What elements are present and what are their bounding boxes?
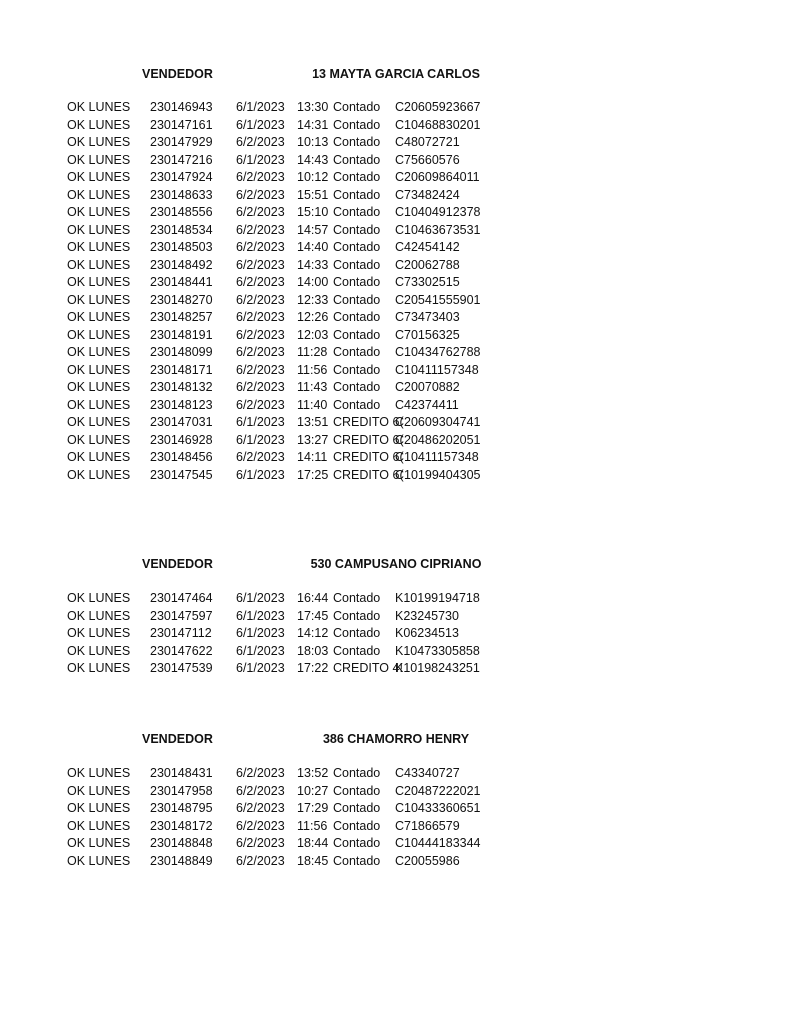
time-cell: 10:27: [297, 783, 329, 798]
time-cell: 14:31: [297, 117, 329, 132]
client-code-cell: C10444183344: [395, 836, 481, 850]
document-number-cell: 230148556: [150, 205, 213, 219]
client-code-cell: C10404912378: [395, 205, 481, 219]
time-cell: 17:25: [297, 467, 329, 482]
document-number-cell: 230147924: [150, 170, 213, 184]
status-cell: OK LUNES: [67, 836, 131, 850]
client-code-cell: K10198243251: [395, 661, 480, 675]
vendedor-label: VENDEDOR: [142, 557, 213, 571]
status-cell: OK LUNES: [67, 327, 131, 342]
payment-type-cell: Contado: [333, 345, 381, 359]
table-row: [0, 397, 768, 415]
table-row: [0, 765, 768, 783]
date-cell: 6/2/2023: [236, 801, 285, 815]
date-cell: 6/2/2023: [236, 187, 285, 202]
table-row: [0, 449, 768, 467]
table-row: [0, 467, 768, 485]
table-row: [0, 362, 768, 380]
status-cell: OK LUNES: [67, 345, 131, 359]
date-cell: 6/2/2023: [236, 853, 285, 868]
document-number-cell: 230147464: [150, 591, 213, 605]
date-cell: 6/1/2023: [236, 152, 285, 167]
payment-type-cell: CREDITO 6(: [333, 467, 404, 482]
date-cell: 6/1/2023: [236, 608, 285, 623]
payment-type-cell: Contado: [333, 135, 381, 149]
time-cell: 12:03: [297, 327, 329, 342]
payment-type-cell: Contado: [333, 292, 381, 307]
document-number-cell: 230148191: [150, 327, 213, 342]
table-row: [0, 835, 768, 853]
table-row: [0, 853, 768, 871]
document-number-cell: 230148431: [150, 766, 213, 780]
status-cell: OK LUNES: [67, 626, 131, 640]
status-cell: OK LUNES: [67, 362, 131, 377]
client-code-cell: C10434762788: [395, 345, 481, 359]
date-cell: 6/1/2023: [236, 626, 285, 640]
table-row: [0, 414, 768, 432]
document-number-cell: 230148132: [150, 380, 213, 394]
table-row: [0, 818, 768, 836]
sales-table: [0, 590, 768, 678]
document-number-cell: 230148534: [150, 222, 213, 237]
client-code-cell: C10468830201: [395, 117, 481, 132]
payment-type-cell: Contado: [333, 591, 381, 605]
payment-type-cell: Contado: [333, 836, 381, 850]
date-cell: 6/2/2023: [236, 766, 285, 780]
payment-type-cell: Contado: [333, 608, 381, 623]
date-cell: 6/1/2023: [236, 117, 285, 132]
table-row: [0, 204, 768, 222]
time-cell: 15:10: [297, 205, 329, 219]
payment-type-cell: Contado: [333, 152, 381, 167]
date-cell: 6/2/2023: [236, 327, 285, 342]
client-code-cell: C10411157348: [395, 450, 479, 464]
time-cell: 14:00: [297, 275, 329, 289]
table-row: [0, 660, 768, 678]
status-cell: OK LUNES: [67, 643, 131, 658]
client-code-cell: K23245730: [395, 608, 459, 623]
date-cell: 6/1/2023: [236, 661, 285, 675]
time-cell: 12:26: [297, 310, 329, 324]
client-code-cell: C20609864011: [395, 170, 480, 184]
document-number-cell: 230148441: [150, 275, 213, 289]
table-row: [0, 344, 768, 362]
payment-type-cell: Contado: [333, 626, 381, 640]
table-row: [0, 187, 768, 205]
document-number-cell: 230147958: [150, 783, 213, 798]
client-code-cell: C71866579: [395, 818, 460, 833]
table-row: [0, 309, 768, 327]
date-cell: 6/2/2023: [236, 818, 285, 833]
payment-type-cell: Contado: [333, 310, 381, 324]
time-cell: 14:43: [297, 152, 329, 167]
table-row: [0, 274, 768, 292]
status-cell: OK LUNES: [67, 467, 131, 482]
document-number-cell: 230147622: [150, 643, 213, 658]
table-row: [0, 327, 768, 345]
client-code-cell: C20487222021: [395, 783, 481, 798]
client-code-cell: C42454142: [395, 240, 460, 254]
payment-type-cell: Contado: [333, 783, 381, 798]
time-cell: 10:12: [297, 170, 329, 184]
payment-type-cell: CREDITO 6(: [333, 432, 404, 447]
table-row: [0, 800, 768, 818]
date-cell: 6/2/2023: [236, 450, 285, 464]
document-number-cell: 230147597: [150, 608, 213, 623]
vendedor-label: VENDEDOR: [142, 732, 213, 746]
time-cell: 18:03: [297, 643, 329, 658]
payment-type-cell: Contado: [333, 853, 381, 868]
client-code-cell: K06234513: [395, 626, 459, 640]
payment-type-cell: Contado: [333, 240, 381, 254]
status-cell: OK LUNES: [67, 292, 131, 307]
date-cell: 6/2/2023: [236, 170, 285, 184]
payment-type-cell: Contado: [333, 362, 381, 377]
date-cell: 6/2/2023: [236, 240, 285, 254]
payment-type-cell: Contado: [333, 275, 381, 289]
payment-type-cell: CREDITO 6(: [333, 450, 404, 464]
table-row: [0, 99, 768, 117]
date-cell: 6/1/2023: [236, 467, 285, 482]
client-code-cell: C43340727: [395, 766, 460, 780]
status-cell: OK LUNES: [67, 608, 131, 623]
payment-type-cell: Contado: [333, 397, 381, 412]
payment-type-cell: Contado: [333, 380, 381, 394]
payment-type-cell: Contado: [333, 222, 381, 237]
payment-type-cell: Contado: [333, 170, 381, 184]
table-row: [0, 379, 768, 397]
table-row: [0, 257, 768, 275]
status-cell: OK LUNES: [67, 853, 131, 868]
document-number-cell: 230147929: [150, 135, 213, 149]
date-cell: 6/2/2023: [236, 205, 285, 219]
document-number-cell: 230147216: [150, 152, 213, 167]
document-number-cell: 230148257: [150, 310, 213, 324]
status-cell: OK LUNES: [67, 783, 131, 798]
date-cell: 6/2/2023: [236, 345, 285, 359]
time-cell: 15:51: [297, 187, 329, 202]
status-cell: OK LUNES: [67, 801, 131, 815]
status-cell: OK LUNES: [67, 240, 131, 254]
time-cell: 12:33: [297, 292, 329, 307]
date-cell: 6/1/2023: [236, 591, 285, 605]
client-code-cell: C20070882: [395, 380, 460, 394]
payment-type-cell: Contado: [333, 100, 381, 114]
client-code-cell: C20609304741: [395, 415, 481, 429]
status-cell: OK LUNES: [67, 661, 131, 675]
client-code-cell: C73473403: [395, 310, 460, 324]
document-number-cell: 230148849: [150, 853, 213, 868]
time-cell: 11:56: [297, 362, 328, 377]
time-cell: 11:28: [297, 345, 328, 359]
time-cell: 17:29: [297, 801, 329, 815]
time-cell: 16:44: [297, 591, 329, 605]
document-number-cell: 230148123: [150, 397, 213, 412]
document-number-cell: 230148492: [150, 257, 213, 272]
status-cell: OK LUNES: [67, 432, 131, 447]
client-code-cell: C75660576: [395, 152, 460, 167]
payment-type-cell: Contado: [333, 818, 381, 833]
status-cell: OK LUNES: [67, 100, 131, 114]
date-cell: 6/2/2023: [236, 310, 285, 324]
document-number-cell: 230147112: [150, 626, 212, 640]
payment-type-cell: Contado: [333, 117, 381, 132]
seller-name: 386 CHAMORRO HENRY: [322, 732, 470, 746]
date-cell: 6/1/2023: [236, 643, 285, 658]
status-cell: OK LUNES: [67, 450, 131, 464]
document-number-cell: 230147539: [150, 661, 213, 675]
document-number-cell: 230148795: [150, 801, 213, 815]
client-code-cell: C20541555901: [395, 292, 481, 307]
date-cell: 6/2/2023: [236, 380, 285, 394]
document-number-cell: 230147031: [150, 415, 213, 429]
document-number-cell: 230148503: [150, 240, 213, 254]
status-cell: OK LUNES: [67, 310, 131, 324]
time-cell: 11:56: [297, 818, 328, 833]
client-code-cell: C20605923667: [395, 100, 481, 114]
document-number-cell: 230148172: [150, 818, 213, 833]
document-number-cell: 230148456: [150, 450, 213, 464]
date-cell: 6/1/2023: [236, 432, 285, 447]
client-code-cell: C10199404305: [395, 467, 481, 482]
document-number-cell: 230148270: [150, 292, 213, 307]
payment-type-cell: Contado: [333, 187, 381, 202]
date-cell: 6/2/2023: [236, 292, 285, 307]
time-cell: 13:30: [297, 100, 329, 114]
status-cell: OK LUNES: [67, 117, 131, 132]
status-cell: OK LUNES: [67, 187, 131, 202]
client-code-cell: C73482424: [395, 187, 460, 202]
sales-table: [0, 99, 768, 484]
document-number-cell: 230146928: [150, 432, 213, 447]
status-cell: OK LUNES: [67, 397, 131, 412]
date-cell: 6/2/2023: [236, 222, 285, 237]
time-cell: 14:11: [297, 450, 328, 464]
status-cell: OK LUNES: [67, 135, 131, 149]
payment-type-cell: Contado: [333, 766, 381, 780]
table-row: [0, 222, 768, 240]
status-cell: OK LUNES: [67, 152, 131, 167]
time-cell: 14:12: [297, 626, 329, 640]
seller-name: 13 MAYTA GARCIA CARLOS: [312, 67, 480, 81]
payment-type-cell: CREDITO 4!: [333, 661, 403, 675]
time-cell: 13:51: [297, 415, 329, 429]
status-cell: OK LUNES: [67, 222, 131, 237]
document-number-cell: 230147545: [150, 467, 213, 482]
status-cell: OK LUNES: [67, 766, 131, 780]
status-cell: OK LUNES: [67, 205, 131, 219]
time-cell: 17:45: [297, 608, 329, 623]
date-cell: 6/1/2023: [236, 415, 285, 429]
client-code-cell: C20055986: [395, 853, 460, 868]
document-number-cell: 230148633: [150, 187, 213, 202]
date-cell: 6/2/2023: [236, 135, 285, 149]
time-cell: 13:52: [297, 766, 329, 780]
document-number-cell: 230148099: [150, 345, 213, 359]
time-cell: 14:57: [297, 222, 329, 237]
client-code-cell: C20486202051: [395, 432, 481, 447]
time-cell: 18:45: [297, 853, 329, 868]
vendedor-label: VENDEDOR: [142, 67, 213, 81]
time-cell: 18:44: [297, 836, 329, 850]
table-row: [0, 643, 768, 661]
table-row: [0, 152, 768, 170]
table-row: [0, 590, 768, 608]
status-cell: OK LUNES: [67, 380, 131, 394]
time-cell: 14:33: [297, 257, 329, 272]
payment-type-cell: Contado: [333, 205, 381, 219]
table-row: [0, 432, 768, 450]
client-code-cell: C10463673531: [395, 222, 481, 237]
document-number-cell: 230148848: [150, 836, 213, 850]
client-code-cell: C20062788: [395, 257, 460, 272]
date-cell: 6/2/2023: [236, 275, 285, 289]
client-code-cell: C73302515: [395, 275, 460, 289]
table-row: [0, 134, 768, 152]
status-cell: OK LUNES: [67, 275, 131, 289]
seller-name: 530 CAMPUSANO CIPRIANO: [310, 557, 482, 571]
client-code-cell: C10433360651: [395, 801, 481, 815]
payment-type-cell: Contado: [333, 801, 381, 815]
status-cell: OK LUNES: [67, 257, 131, 272]
date-cell: 6/2/2023: [236, 836, 285, 850]
table-row: [0, 169, 768, 187]
document-number-cell: 230146943: [150, 100, 213, 114]
table-row: [0, 117, 768, 135]
status-cell: OK LUNES: [67, 591, 131, 605]
table-row: [0, 625, 768, 643]
status-cell: OK LUNES: [67, 170, 131, 184]
payment-type-cell: CREDITO 6(: [333, 415, 404, 429]
client-code-cell: C42374411: [395, 397, 459, 412]
client-code-cell: C70156325: [395, 327, 460, 342]
payment-type-cell: Contado: [333, 257, 381, 272]
document-number-cell: 230148171: [150, 362, 213, 377]
sales-table: [0, 765, 768, 870]
status-cell: OK LUNES: [67, 818, 131, 833]
time-cell: 14:40: [297, 240, 329, 254]
client-code-cell: K10199194718: [395, 591, 480, 605]
table-row: [0, 239, 768, 257]
time-cell: 10:13: [297, 135, 329, 149]
client-code-cell: C48072721: [395, 135, 460, 149]
table-row: [0, 783, 768, 801]
table-row: [0, 292, 768, 310]
client-code-cell: K10473305858: [395, 643, 480, 658]
time-cell: 13:27: [297, 432, 329, 447]
client-code-cell: C10411157348: [395, 362, 479, 377]
table-row: [0, 608, 768, 626]
payment-type-cell: Contado: [333, 643, 381, 658]
date-cell: 6/2/2023: [236, 362, 285, 377]
document-number-cell: 230147161: [150, 117, 213, 132]
time-cell: 11:40: [297, 397, 328, 412]
date-cell: 6/2/2023: [236, 257, 285, 272]
date-cell: 6/1/2023: [236, 100, 285, 114]
time-cell: 17:22: [297, 661, 329, 675]
time-cell: 11:43: [297, 380, 328, 394]
date-cell: 6/2/2023: [236, 783, 285, 798]
status-cell: OK LUNES: [67, 415, 131, 429]
date-cell: 6/2/2023: [236, 397, 285, 412]
payment-type-cell: Contado: [333, 327, 381, 342]
